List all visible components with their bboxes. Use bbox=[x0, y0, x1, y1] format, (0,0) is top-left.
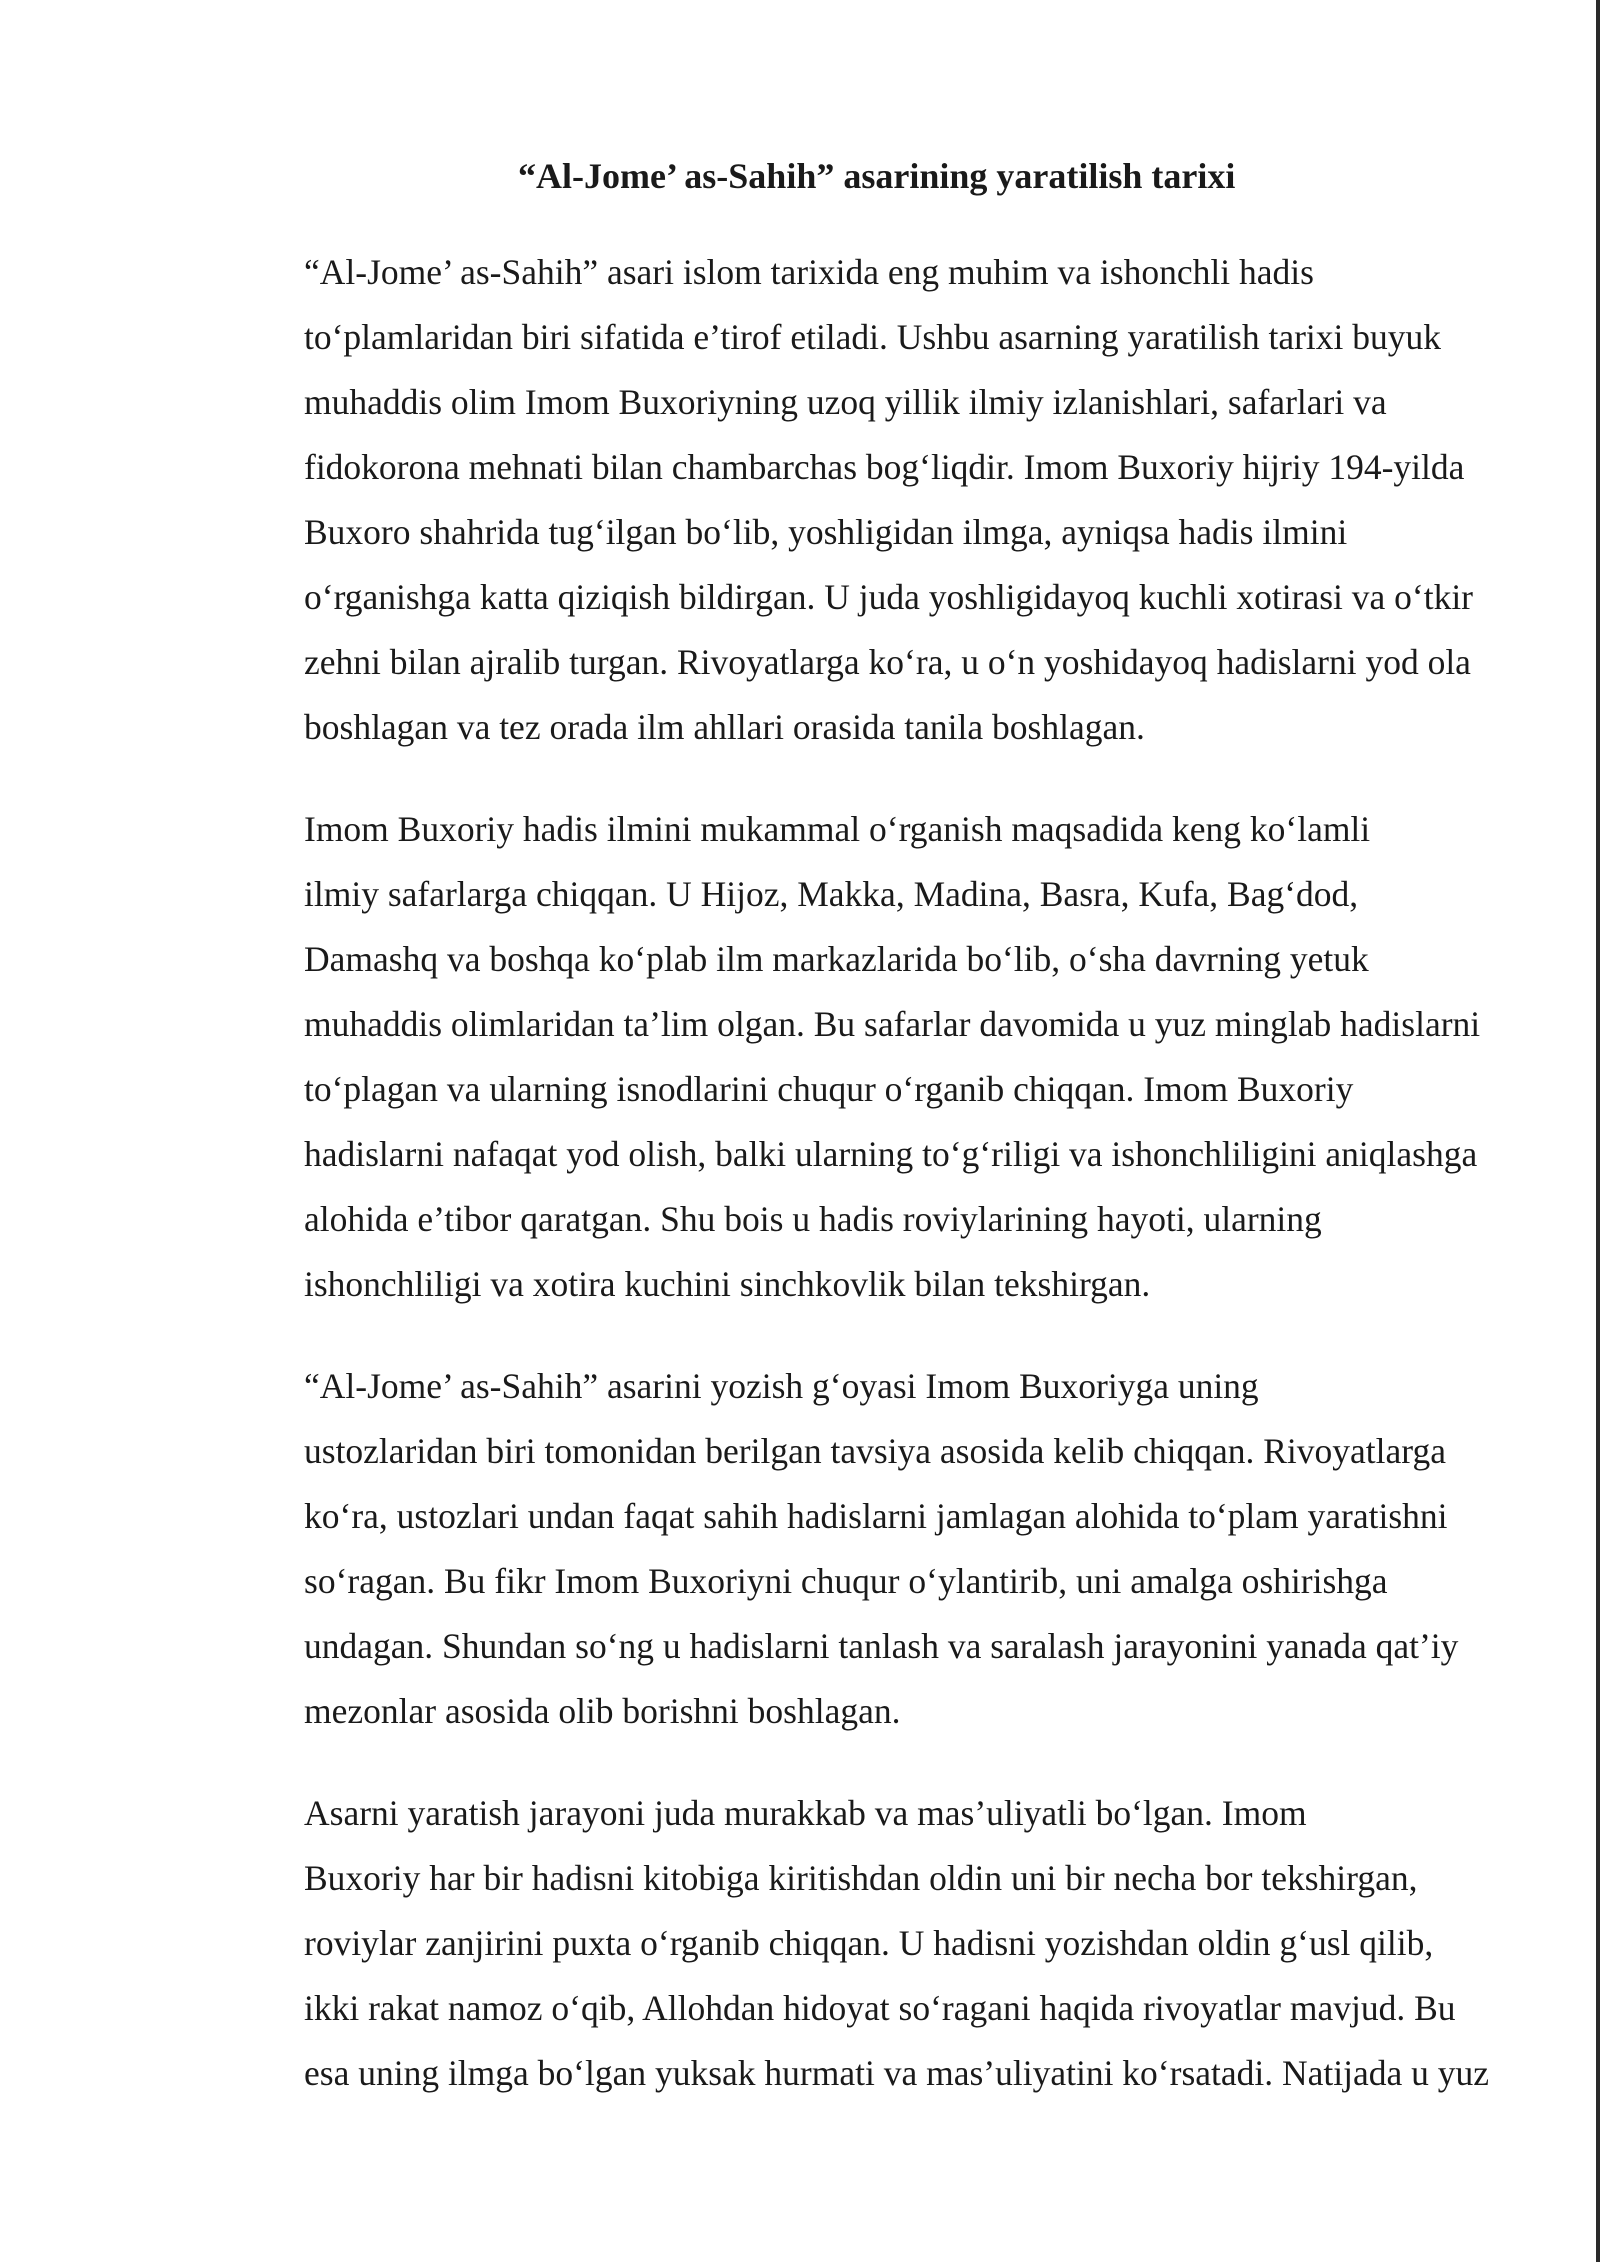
text-line: so‘ragan. Bu fikr Imom Buxoriyni chuqur o‘ylantirib, uni amalga oshirishga bbox=[304, 1561, 1388, 1601]
text-line: zehni bilan ajralib turgan. Rivoyatlarga ko‘ra, u o‘n yoshidayoq hadislarni yod ola bbox=[304, 642, 1471, 682]
text-line: muhaddis olimlaridan ta’lim olgan. Bu safarlar davomida u yuz minglab hadislarni bbox=[304, 1004, 1481, 1044]
paragraph-3 bbox=[228, 1354, 1490, 1744]
text-line: Asarni yaratish jarayoni juda murakkab va mas’uliyatli bo‘lgan. Imom bbox=[304, 1793, 1307, 1833]
paragraph-2 bbox=[228, 797, 1490, 1317]
text-line: fidokorona mehnati bilan chambarchas bog‘liqdir. Imom Buxoriy hijriy 194-yilda bbox=[304, 447, 1465, 487]
text-line: alohida e’tibor qaratgan. Shu bois u hadis roviylarining hayoti, ularning bbox=[304, 1199, 1322, 1239]
text-line: Buxoro shahrida tug‘ilgan bo‘lib, yoshligidan ilmga, ayniqsa hadis ilmini bbox=[304, 512, 1348, 552]
text-line: roviylar zanjirini puxta o‘rganib chiqqan. U hadisni yozishdan oldin g‘usl qilib, bbox=[304, 1923, 1434, 1963]
text-line: muhaddis olim Imom Buxoriyning uzoq yillik ilmiy izlanishlari, safarlari va bbox=[304, 382, 1387, 422]
document-body bbox=[228, 150, 1490, 2143]
text-line: ikki rakat namoz o‘qib, Allohdan hidoyat so‘ragani haqida rivoyatlar mavjud. Bu bbox=[304, 1988, 1456, 2028]
text-line: mezonlar asosida olib borishni boshlagan. bbox=[304, 1691, 901, 1731]
text-line: ishonchliligi va xotira kuchini sinchkovlik bilan tekshirgan. bbox=[304, 1264, 1151, 1304]
text-line: o‘rganishga katta qiziqish bildirgan. U juda yoshligidayoq kuchli xotirasi va o‘tkir bbox=[304, 577, 1474, 617]
text-line: undagan. Shundan so‘ng u hadislarni tanlash va saralash jarayonini yanada qat’iy bbox=[304, 1626, 1459, 1666]
text-line: ko‘ra, ustozlari undan faqat sahih hadislarni jamlagan alohida to‘plam yaratishni bbox=[304, 1496, 1448, 1536]
text-line: Buxoriy har bir hadisni kitobiga kiritishdan oldin uni bir necha bor tekshirgan, bbox=[304, 1858, 1418, 1898]
text-line: to‘plamlaridan biri sifatida e’tirof etiladi. Ushbu asarning yaratilish tarixi buyuk bbox=[304, 317, 1442, 357]
paragraph-4 bbox=[228, 1781, 1490, 2106]
text-line: Imom Buxoriy hadis ilmini mukammal o‘rganish maqsadida keng ko‘lamli bbox=[304, 809, 1371, 849]
text-line: Damashq va boshqa ko‘plab ilm markazlarida bo‘lib, o‘sha davrning yetuk bbox=[304, 939, 1369, 979]
text-line: esa uning ilmga bo‘lgan yuksak hurmati va mas’uliyatini ko‘rsatadi. Natijada u yuz bbox=[304, 2053, 1490, 2093]
text-line: “Al-Jome’ as-Sahih” asarini yozish g‘oyasi Imom Buxoriyga uning bbox=[304, 1366, 1259, 1406]
text-line: ilmiy safarlarga chiqqan. U Hijoz, Makka, Madina, Basra, Kufa, Bag‘dod, bbox=[304, 874, 1359, 914]
document-title: “Al-Jome’ as-Sahih” asarining yaratilish tarixi bbox=[518, 156, 1236, 196]
text-line: “Al-Jome’ as-Sahih” asari islom tarixida eng muhim va ishonchli hadis bbox=[304, 252, 1314, 292]
text-line: boshlagan va tez orada ilm ahllari orasida tanila boshlagan. bbox=[304, 707, 1145, 747]
page-edge-border bbox=[1596, 0, 1600, 2262]
paragraph-1 bbox=[228, 240, 1490, 760]
text-line: to‘plagan va ularning isnodlarini chuqur o‘rganib chiqqan. Imom Buxoriy bbox=[304, 1069, 1354, 1109]
text-line: hadislarni nafaqat yod olish, balki ularning to‘g‘riligi va ishonchliligini aniqlashga bbox=[304, 1134, 1478, 1174]
text-line: ustozlaridan biri tomonidan berilgan tavsiya asosida kelib chiqqan. Rivoyatlarga bbox=[304, 1431, 1446, 1471]
